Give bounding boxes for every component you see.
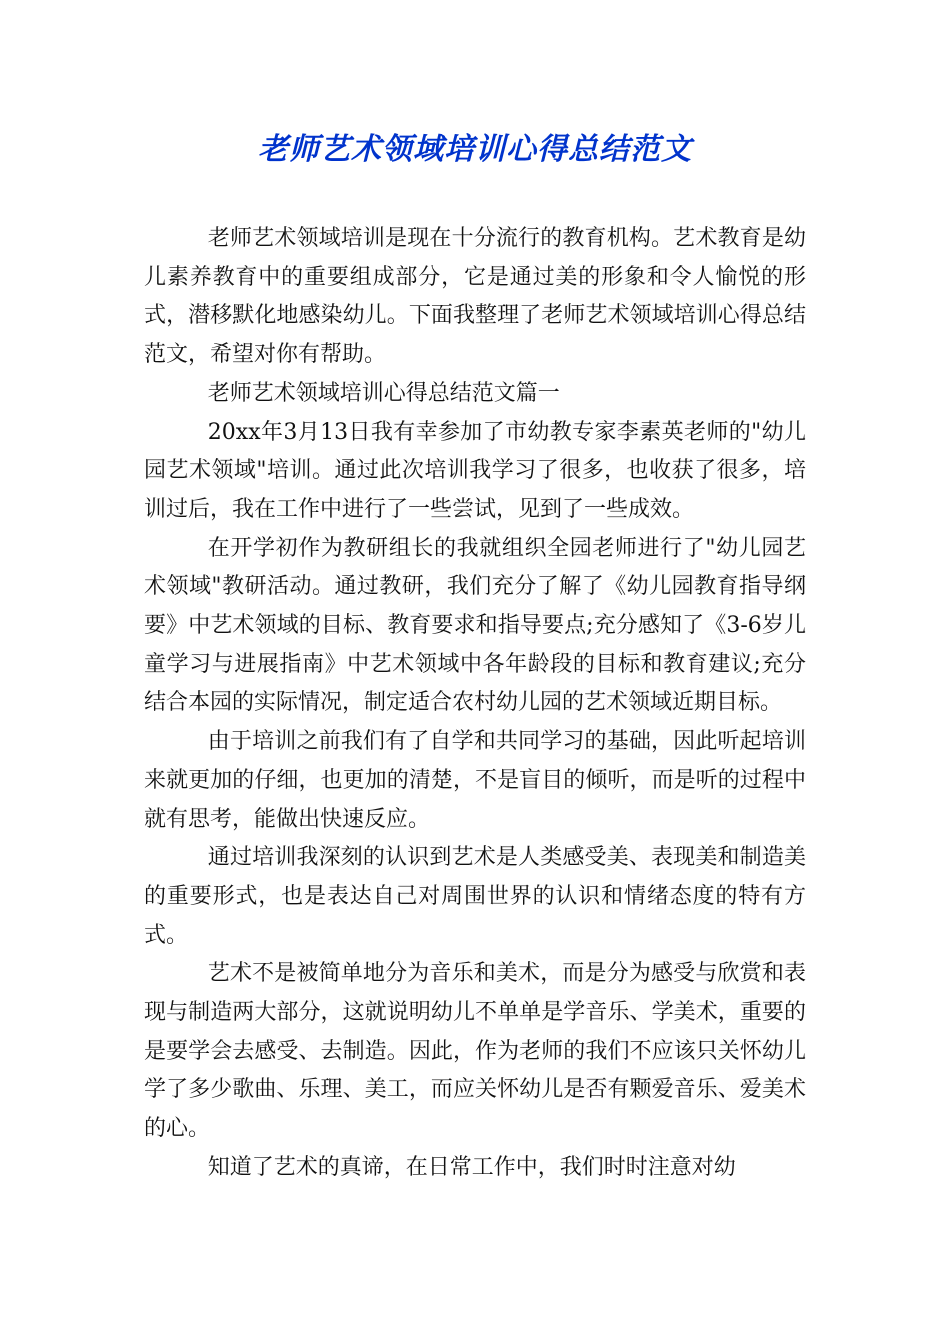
paragraph: 艺术不是被简单地分为音乐和美术，而是分为感受与欣赏和表现与制造两大部分，这就说明幼儿不单单是学音乐、学美术，重要的是要学会去感受、去制造。因此，作为老师的我们不应该只关怀幼儿学了多少歌曲、乐理、美工，而应关怀幼儿是否有颗爱音乐、爱美术的心。 — [144, 961, 806, 1142]
document-body — [144, 220, 806, 1188]
paragraph: 在开学初作为教研组长的我就组织全园老师进行了"幼儿园艺术领域"教研活动。通过教研，我们充分了解了《幼儿园教育指导纲要》中艺术领域的目标、教育要求和指导要点;充分感知了《3-6岁儿童学习与进展指南》中艺术领域中各年龄段的目标和教育建议;充分结合本园的实际情况，制定适合农村幼儿园的艺术领域近期目标。 — [144, 535, 806, 716]
paragraph-intro: 老师艺术领域培训是现在十分流行的教育机构。艺术教育是幼儿素养教育中的重要组成部分，它是通过美的形象和令人愉悦的形式，潜移默化地感染幼儿。下面我整理了老师艺术领域培训心得总结范文，希望对你有帮助。 — [144, 226, 806, 368]
document-title: 老师艺术领域培训心得总结范文 — [258, 132, 692, 167]
paragraph: 通过培训我深刻的认识到艺术是人类感受美、表现美和制造美的重要形式，也是表达自己对周围世界的认识和情绪态度的特有方式。 — [144, 845, 806, 948]
paragraph: 知道了艺术的真谛，在日常工作中，我们时时注意对幼 — [207, 1154, 736, 1180]
paragraph: 由于培训之前我们有了自学和共同学习的基础，因此听起培训来就更加的仔细，也更加的清楚，不是盲目的倾听，而是听的过程中就有思考，能做出快速反应。 — [144, 729, 806, 832]
section-heading: 老师艺术领域培训心得总结范文篇一 — [207, 380, 560, 406]
paragraph: 20xx年3月13日我有幸参加了市幼教专家李素英老师的"幼儿园艺术领域"培训。通过此次培训我学习了很多，也收获了很多，培训过后，我在工作中进行了一些尝试，见到了一些成效。 — [144, 419, 806, 522]
